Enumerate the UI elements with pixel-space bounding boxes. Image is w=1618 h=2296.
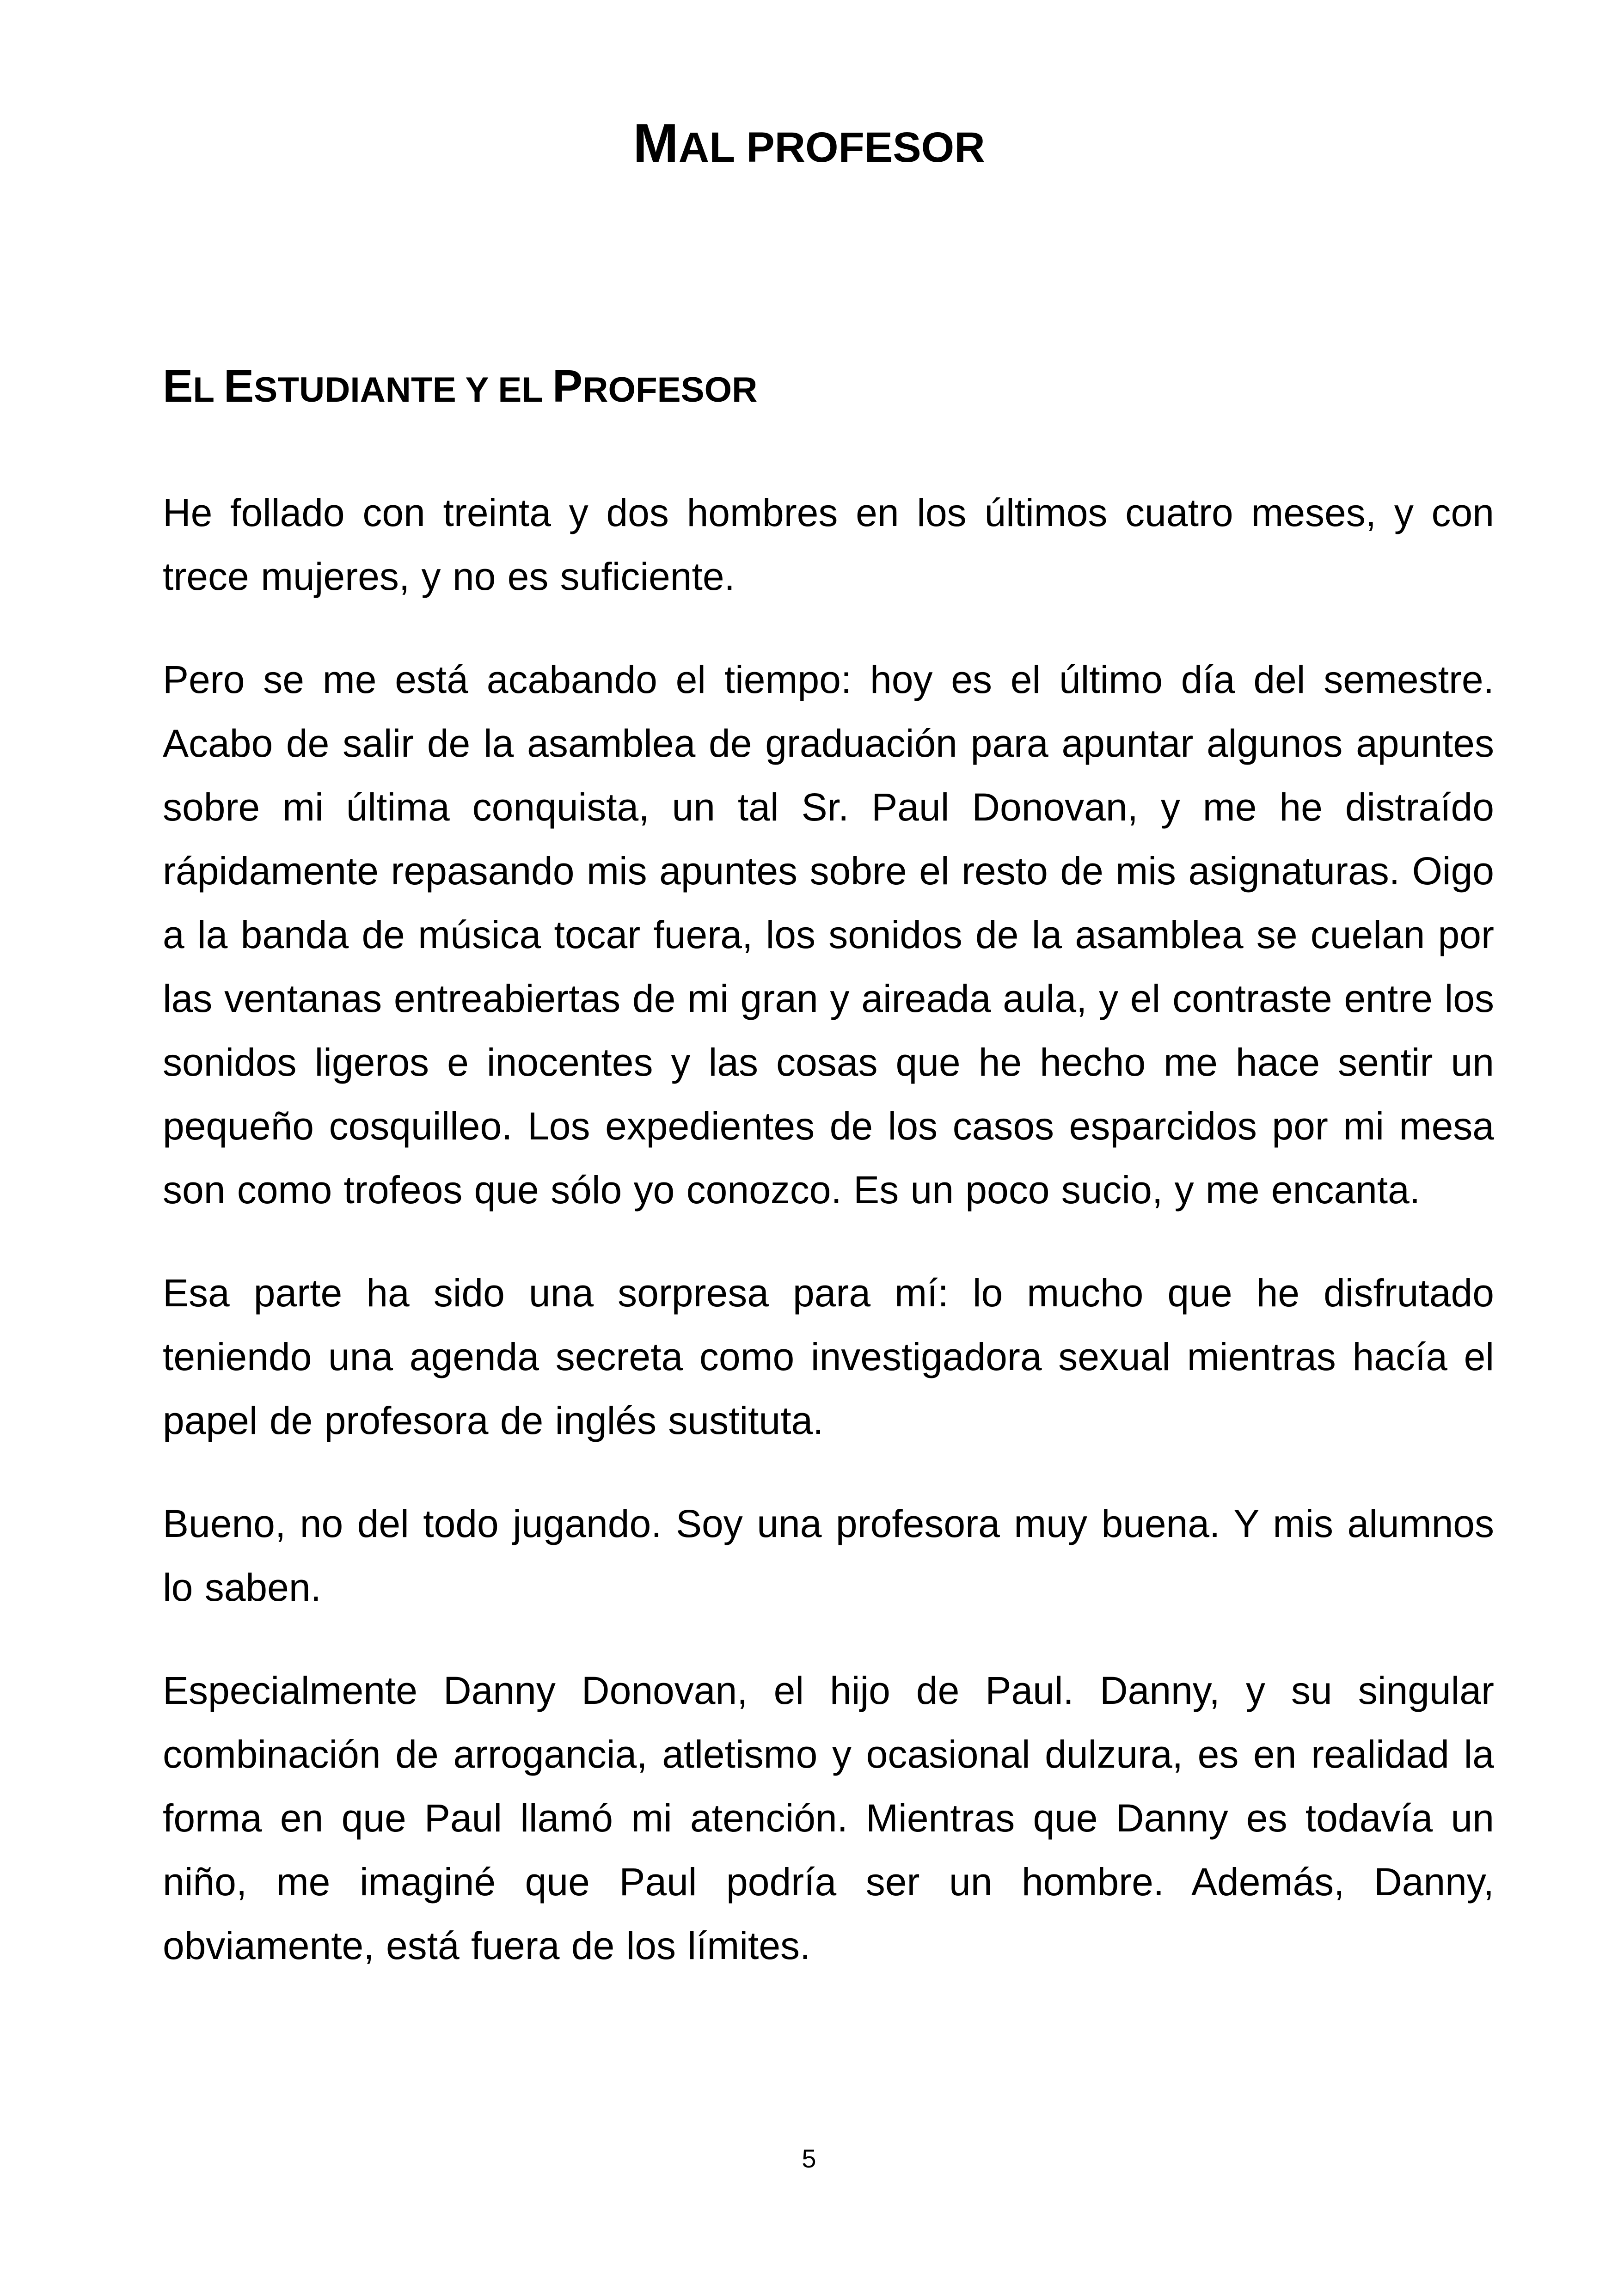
body-text xyxy=(163,481,1494,2017)
book-title-rest: AL PROFESOR xyxy=(678,123,985,171)
page-number: 5 xyxy=(802,2144,816,2173)
paragraph: Pero se me está acabando el tiempo: hoy es el último día del semestre. Acabo de salir de la asamblea de graduación para apuntar algunos apuntes sobre mi última conquista, un tal Sr. Paul Donovan, y me he distraído rápidamente repasando mis apuntes sobre el resto de mis asignaturas. Oigo a la banda de música tocar fuera, los sonidos de la asamblea se cuelan por las ventanas entreabiertas de mi gran y aireada aula, y el contraste entre los sonidos ligeros e inocentes y las cosas que he hecho me hace sentir un pequeño cosquilleo. Los expedientes de los casos esparcidos por mi mesa son como trofeos que sólo yo conozco. Es un poco sucio, y me encanta. xyxy=(163,658,1494,1212)
paragraph: He follado con treinta y dos hombres en los últimos cuatro meses, y con trece mujeres, y no es suficiente. xyxy=(163,491,1494,598)
paragraph: Bueno, no del todo jugando. Soy una profesora muy buena. Y mis alumnos lo saben. xyxy=(163,1502,1494,1609)
chapter-title-part: E xyxy=(223,361,254,411)
book-title xyxy=(0,109,1618,182)
chapter-title-part: L xyxy=(193,370,224,410)
paragraph: Especialmente Danny Donovan, el hijo de Paul. Danny, y su singular combinación de arrogancia, atletismo y ocasional dulzura, es en realidad la forma en que Paul llamó mi atención. Mientras que Danny es todavía un niño, me imaginé que Paul podría ser un hombre. Además, Danny, obviamente, está fuera de los límites. xyxy=(163,1669,1494,1967)
chapter-title-part: ROFESOR xyxy=(582,370,758,410)
paragraph: Esa parte ha sido una sorpresa para mí: lo mucho que he disfrutado teniendo una agenda secreta como investigadora sexual mientras hacía el papel de profesora de inglés sustituta. xyxy=(163,1271,1494,1442)
chapter-title-part: P xyxy=(552,361,583,411)
chapter-title-part: E xyxy=(163,361,193,411)
book-title-initial: M xyxy=(633,113,679,174)
chapter-title-part: STUDIANTE Y EL xyxy=(254,370,552,410)
chapter-title xyxy=(163,356,1494,420)
